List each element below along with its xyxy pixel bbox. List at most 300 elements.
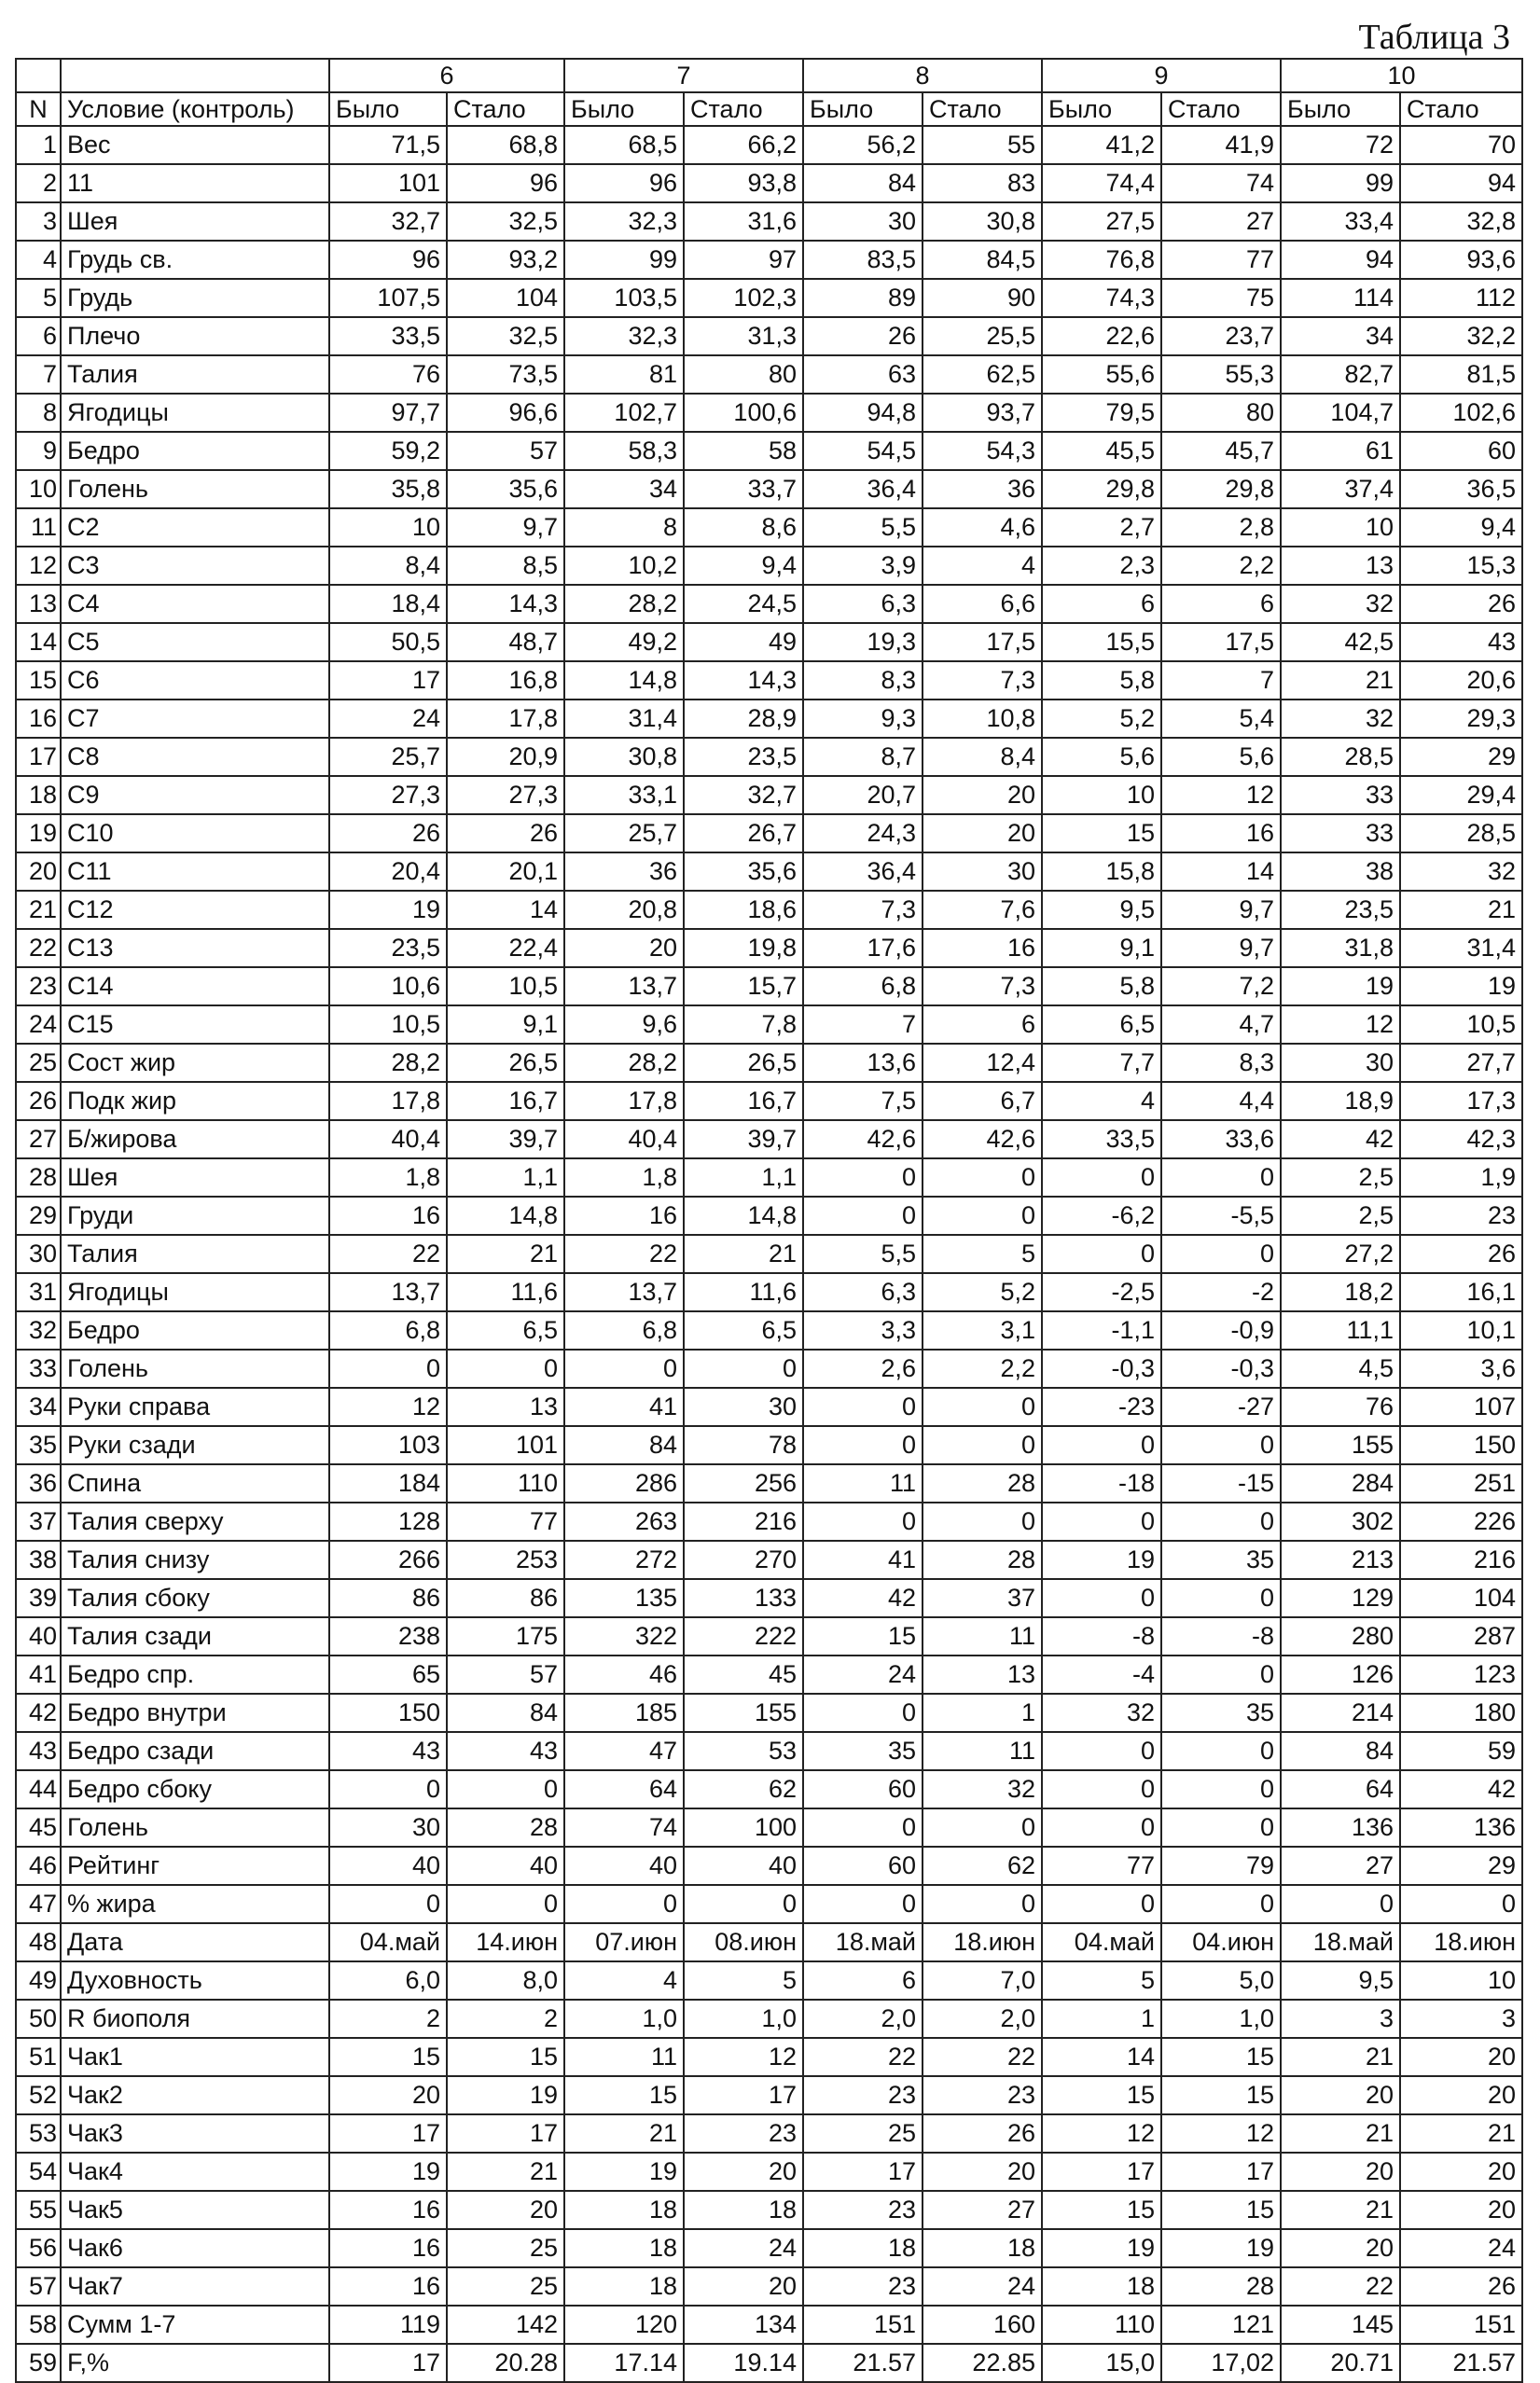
after-value-cell: 17,8 [447, 700, 564, 738]
after-value-cell: 62 [684, 1770, 803, 1808]
before-value-cell: 20 [329, 2076, 447, 2114]
after-value-cell: 20,1 [447, 852, 564, 891]
before-value-cell: 37,4 [1281, 470, 1400, 508]
before-value-cell: 27,2 [1281, 1235, 1400, 1273]
before-value-cell: 20 [1281, 2153, 1400, 2191]
after-value-cell: 136 [1400, 1808, 1522, 1847]
after-value-cell: 17,5 [1161, 623, 1281, 661]
after-value-cell: 93,8 [684, 164, 803, 202]
after-value-cell: 27 [1161, 202, 1281, 241]
after-value-cell: 33,7 [684, 470, 803, 508]
after-value-cell: 2,2 [923, 1350, 1042, 1388]
after-value-cell: 28,9 [684, 700, 803, 738]
before-value-cell: 103 [329, 1426, 447, 1464]
after-value-cell: 3 [1400, 2000, 1522, 2038]
after-value-cell: 123 [1400, 1656, 1522, 1694]
after-value-cell: 0 [447, 1885, 564, 1923]
before-value-cell: 10,2 [564, 547, 684, 585]
before-value-cell: 76 [329, 355, 447, 394]
after-value-cell: 35 [1161, 1541, 1281, 1579]
before-value-cell: 8,3 [803, 661, 923, 700]
after-value-cell: 4 [923, 547, 1042, 585]
before-value-cell: 0 [803, 1197, 923, 1235]
table-row [16, 2114, 1522, 2153]
after-value-cell: 16,8 [447, 661, 564, 700]
table-row [16, 1961, 1522, 2000]
before-value-cell: -4 [1042, 1656, 1161, 1694]
before-value-cell: 6,3 [803, 585, 923, 623]
after-value-cell: 14,3 [684, 661, 803, 700]
before-value-cell: 21.57 [803, 2344, 923, 2382]
after-value-cell: 77 [447, 1503, 564, 1541]
before-value-cell: 18 [1042, 2267, 1161, 2306]
after-value-cell: 0 [923, 1503, 1042, 1541]
row-number: 44 [16, 1770, 61, 1808]
before-value-cell: 22 [803, 2038, 923, 2076]
before-value-cell: 3,9 [803, 547, 923, 585]
before-value-cell: 155 [1281, 1426, 1400, 1464]
after-value-cell: 150 [1400, 1426, 1522, 1464]
after-value-cell: 20 [923, 2153, 1042, 2191]
row-number: 43 [16, 1732, 61, 1770]
before-value-cell: 0 [803, 1426, 923, 1464]
row-number: 57 [16, 2267, 61, 2306]
before-value-cell: 185 [564, 1694, 684, 1732]
after-value-cell: 101 [447, 1426, 564, 1464]
before-value-cell: 17 [329, 661, 447, 700]
before-value-cell: 4 [1042, 1082, 1161, 1120]
after-value-cell: 26 [1400, 2267, 1522, 2306]
before-value-cell: 55,6 [1042, 355, 1161, 394]
table-row [16, 1541, 1522, 1579]
before-value-cell: 33,1 [564, 776, 684, 814]
before-value-cell: 23,5 [329, 929, 447, 967]
before-value-cell: 42,6 [803, 1120, 923, 1158]
before-value-cell: 17 [329, 2114, 447, 2153]
before-value-cell: -23 [1042, 1388, 1161, 1426]
before-value-cell: 18 [564, 2191, 684, 2229]
row-condition: Талия [61, 1235, 329, 1273]
table-row [16, 1923, 1522, 1961]
after-value-cell: 8,5 [447, 547, 564, 585]
after-value-cell: 12 [1161, 776, 1281, 814]
before-value-cell: 19 [1281, 967, 1400, 1005]
row-condition: С13 [61, 929, 329, 967]
after-value-cell: 23,7 [1161, 317, 1281, 355]
before-value-cell: 61 [1281, 432, 1400, 470]
before-value-cell: 32 [1281, 700, 1400, 738]
before-value-cell: 184 [329, 1464, 447, 1503]
before-value-cell: 263 [564, 1503, 684, 1541]
before-value-cell: 17 [329, 2344, 447, 2382]
before-value-cell: 23 [803, 2191, 923, 2229]
before-value-cell: 19 [329, 2153, 447, 2191]
row-number: 48 [16, 1923, 61, 1961]
before-value-cell: 71,5 [329, 126, 447, 164]
before-value-cell: 07.июн [564, 1923, 684, 1961]
before-value-cell: 0 [803, 1694, 923, 1732]
before-value-cell: 40,4 [564, 1120, 684, 1158]
before-value-cell: 83,5 [803, 241, 923, 279]
row-condition: Вес [61, 126, 329, 164]
after-value-cell: 8,6 [684, 508, 803, 547]
before-value-cell: 110 [1042, 2306, 1161, 2344]
after-value-cell: 18 [923, 2229, 1042, 2267]
table-row [16, 585, 1522, 623]
table-row [16, 1656, 1522, 1694]
row-condition: Бедро спр. [61, 1656, 329, 1694]
after-header: Стало [1400, 92, 1522, 126]
table-row [16, 1808, 1522, 1847]
before-value-cell: 32 [1042, 1694, 1161, 1732]
before-value-cell: 0 [803, 1808, 923, 1847]
after-value-cell: 3,1 [923, 1311, 1042, 1350]
table-row [16, 814, 1522, 852]
table-row [16, 2000, 1522, 2038]
after-value-cell: 20 [684, 2153, 803, 2191]
after-value-cell: 20.28 [447, 2344, 564, 2382]
before-header: Было [803, 92, 923, 126]
after-value-cell: 104 [1400, 1579, 1522, 1617]
before-value-cell: 42 [1281, 1120, 1400, 1158]
before-value-cell: 20 [564, 929, 684, 967]
row-number: 15 [16, 661, 61, 700]
after-value-cell: 8,4 [923, 738, 1042, 776]
after-value-cell: 20 [1400, 2038, 1522, 2076]
before-value-cell: 3 [1281, 2000, 1400, 2038]
after-value-cell: 16 [923, 929, 1042, 967]
row-number: 7 [16, 355, 61, 394]
after-value-cell: 22,4 [447, 929, 564, 967]
before-value-cell: 10 [329, 508, 447, 547]
after-value-cell: 19 [1400, 967, 1522, 1005]
after-value-cell: 81,5 [1400, 355, 1522, 394]
after-value-cell: 5,2 [923, 1273, 1042, 1311]
after-value-cell: 75 [1161, 279, 1281, 317]
after-value-cell: 37 [923, 1579, 1042, 1617]
after-value-cell: 21 [684, 1235, 803, 1273]
after-value-cell: 21 [1400, 891, 1522, 929]
before-value-cell: 18,4 [329, 585, 447, 623]
row-condition: Ягодицы [61, 1273, 329, 1311]
after-value-cell: 68,8 [447, 126, 564, 164]
table-row [16, 623, 1522, 661]
after-value-cell: 0 [1161, 1885, 1281, 1923]
before-value-cell: 65 [329, 1656, 447, 1694]
after-value-cell: 9,4 [684, 547, 803, 585]
table-row [16, 1235, 1522, 1273]
after-value-cell: 6,7 [923, 1082, 1042, 1120]
before-value-cell: 28,2 [329, 1044, 447, 1082]
before-value-cell: 50,5 [329, 623, 447, 661]
after-value-cell: 14 [447, 891, 564, 929]
after-value-cell: 28,5 [1400, 814, 1522, 852]
row-number: 27 [16, 1120, 61, 1158]
after-value-cell: 1,1 [447, 1158, 564, 1197]
after-value-cell: 0 [923, 1808, 1042, 1847]
row-condition: Бедро [61, 432, 329, 470]
row-number: 34 [16, 1388, 61, 1426]
before-value-cell: 26 [329, 814, 447, 852]
before-value-cell: 43 [329, 1732, 447, 1770]
before-value-cell: 150 [329, 1694, 447, 1732]
after-value-cell: 79 [1161, 1847, 1281, 1885]
after-value-cell: 12,4 [923, 1044, 1042, 1082]
after-value-cell: 25 [447, 2267, 564, 2306]
before-value-cell: 24,3 [803, 814, 923, 852]
before-value-cell: 0 [1042, 1770, 1161, 1808]
before-value-cell: -2,5 [1042, 1273, 1161, 1311]
after-value-cell: 62,5 [923, 355, 1042, 394]
after-value-cell: 100 [684, 1808, 803, 1847]
after-value-cell: 151 [1400, 2306, 1522, 2344]
row-condition: Чак7 [61, 2267, 329, 2306]
before-value-cell: 74,4 [1042, 164, 1161, 202]
after-value-cell: 21.57 [1400, 2344, 1522, 2382]
before-value-cell: 5,5 [803, 508, 923, 547]
before-value-cell: 04.май [1042, 1923, 1161, 1961]
after-value-cell: 110 [447, 1464, 564, 1503]
after-value-cell: 20 [923, 814, 1042, 852]
before-value-cell: 120 [564, 2306, 684, 2344]
before-value-cell: 30,8 [564, 738, 684, 776]
row-condition: С7 [61, 700, 329, 738]
group-header: 10 [1281, 59, 1522, 92]
after-value-cell: 08.июн [684, 1923, 803, 1961]
after-value-cell: 8,3 [1161, 1044, 1281, 1082]
before-value-cell: 34 [564, 470, 684, 508]
after-value-cell: 1,0 [1161, 2000, 1281, 2038]
after-value-cell: 7,3 [923, 967, 1042, 1005]
n-column-header: N [16, 92, 61, 126]
after-value-cell: 54,3 [923, 432, 1042, 470]
after-value-cell: 1,1 [684, 1158, 803, 1197]
row-number: 23 [16, 967, 61, 1005]
row-condition: % жира [61, 1885, 329, 1923]
after-value-cell: 32 [1400, 852, 1522, 891]
before-value-cell: 49,2 [564, 623, 684, 661]
after-value-cell: 31,6 [684, 202, 803, 241]
table-row [16, 1770, 1522, 1808]
row-number: 32 [16, 1311, 61, 1350]
before-value-cell: 22 [1281, 2267, 1400, 2306]
after-value-cell: 0 [1400, 1885, 1522, 1923]
after-value-cell: 6,5 [447, 1311, 564, 1350]
before-value-cell: 58,3 [564, 432, 684, 470]
row-number: 54 [16, 2153, 61, 2191]
before-value-cell: 6 [803, 1961, 923, 2000]
before-value-cell: 0 [564, 1885, 684, 1923]
after-value-cell: 5 [923, 1235, 1042, 1273]
before-value-cell: 27 [1281, 1847, 1400, 1885]
before-value-cell: 101 [329, 164, 447, 202]
after-value-cell: 83 [923, 164, 1042, 202]
row-number: 39 [16, 1579, 61, 1617]
before-value-cell: -1,1 [1042, 1311, 1161, 1350]
after-value-cell: 19 [1161, 2229, 1281, 2267]
after-value-cell: 6 [1161, 585, 1281, 623]
after-value-cell: 24 [1400, 2229, 1522, 2267]
before-value-cell: 60 [803, 1847, 923, 1885]
after-value-cell: 17,5 [923, 623, 1042, 661]
after-value-cell: -27 [1161, 1388, 1281, 1426]
after-value-cell: 29 [1400, 738, 1522, 776]
table-row [16, 738, 1522, 776]
table-row [16, 2076, 1522, 2114]
table-row [16, 776, 1522, 814]
after-value-cell: 1,9 [1400, 1158, 1522, 1197]
after-value-cell: 26,7 [684, 814, 803, 852]
before-value-cell: 7,7 [1042, 1044, 1161, 1082]
before-value-cell: 84 [564, 1426, 684, 1464]
before-value-cell: 30 [329, 1808, 447, 1847]
row-condition: Шея [61, 202, 329, 241]
after-value-cell: 93,2 [447, 241, 564, 279]
before-header: Было [329, 92, 447, 126]
after-value-cell: 5,4 [1161, 700, 1281, 738]
after-value-cell: 93,7 [923, 394, 1042, 432]
after-value-cell: 17,02 [1161, 2344, 1281, 2382]
before-value-cell: 23 [803, 2076, 923, 2114]
before-value-cell: 0 [329, 1350, 447, 1388]
after-value-cell: 0 [923, 1885, 1042, 1923]
row-condition: 11 [61, 164, 329, 202]
after-value-cell: 29,4 [1400, 776, 1522, 814]
row-number: 55 [16, 2191, 61, 2229]
row-condition: Чак6 [61, 2229, 329, 2267]
after-value-cell: 14 [1161, 852, 1281, 891]
after-value-cell: 4,6 [923, 508, 1042, 547]
before-value-cell: 16 [329, 1197, 447, 1235]
after-value-cell: 102,3 [684, 279, 803, 317]
row-condition: С11 [61, 852, 329, 891]
after-value-cell: 20 [684, 2267, 803, 2306]
before-value-cell: 36 [564, 852, 684, 891]
row-number: 38 [16, 1541, 61, 1579]
before-value-cell: 5,2 [1042, 700, 1161, 738]
before-value-cell: 16 [564, 1197, 684, 1235]
before-value-cell: 21 [1281, 2191, 1400, 2229]
row-number: 50 [16, 2000, 61, 2038]
after-value-cell: 15,7 [684, 967, 803, 1005]
before-value-cell: 9,5 [1281, 1961, 1400, 2000]
after-header: Стало [1161, 92, 1281, 126]
before-value-cell: 13 [1281, 547, 1400, 585]
after-value-cell: 287 [1400, 1617, 1522, 1656]
after-value-cell: 0 [684, 1885, 803, 1923]
before-value-cell: 25,7 [329, 738, 447, 776]
after-value-cell: 222 [684, 1617, 803, 1656]
before-value-cell: 59,2 [329, 432, 447, 470]
table-row [16, 1197, 1522, 1235]
after-value-cell: 22.85 [923, 2344, 1042, 2382]
after-value-cell: 7,8 [684, 1005, 803, 1044]
before-value-cell: 0 [564, 1350, 684, 1388]
after-value-cell: 42 [1400, 1770, 1522, 1808]
after-value-cell: 78 [684, 1426, 803, 1464]
table-row [16, 1847, 1522, 1885]
before-value-cell: 94 [1281, 241, 1400, 279]
row-condition: Бедро внутри [61, 1694, 329, 1732]
after-value-cell: 48,7 [447, 623, 564, 661]
before-value-cell: -0,3 [1042, 1350, 1161, 1388]
before-value-cell: 10 [1281, 508, 1400, 547]
after-value-cell: 4,4 [1161, 1082, 1281, 1120]
after-value-cell: 14,8 [684, 1197, 803, 1235]
after-value-cell: 80 [684, 355, 803, 394]
before-value-cell: 24 [803, 1656, 923, 1694]
after-value-cell: 0 [923, 1388, 1042, 1426]
after-value-cell: 32,2 [1400, 317, 1522, 355]
after-value-cell: 55,3 [1161, 355, 1281, 394]
before-value-cell: 33,4 [1281, 202, 1400, 241]
before-value-cell: 7,5 [803, 1082, 923, 1120]
row-number: 25 [16, 1044, 61, 1082]
table-row [16, 1388, 1522, 1426]
table-row [16, 1503, 1522, 1541]
after-value-cell: 30 [684, 1388, 803, 1426]
before-value-cell: 21 [1281, 2114, 1400, 2153]
row-condition: Ягодицы [61, 394, 329, 432]
table-row [16, 967, 1522, 1005]
after-value-cell: 0 [1161, 1579, 1281, 1617]
before-value-cell: 68,5 [564, 126, 684, 164]
after-value-cell: 39,7 [447, 1120, 564, 1158]
before-value-cell: 15,5 [1042, 623, 1161, 661]
table-row [16, 1044, 1522, 1082]
after-value-cell: 160 [923, 2306, 1042, 2344]
after-value-cell: 251 [1400, 1464, 1522, 1503]
row-number: 40 [16, 1617, 61, 1656]
after-value-cell: 10,5 [1400, 1005, 1522, 1044]
header-empty-n [16, 59, 61, 92]
row-number: 30 [16, 1235, 61, 1273]
row-number: 47 [16, 1885, 61, 1923]
before-value-cell: 128 [329, 1503, 447, 1541]
after-value-cell: 14.июн [447, 1923, 564, 1961]
before-value-cell: 136 [1281, 1808, 1400, 1847]
row-condition: Талия сзади [61, 1617, 329, 1656]
after-value-cell: 20 [923, 776, 1042, 814]
table-row [16, 1273, 1522, 1311]
row-number: 12 [16, 547, 61, 585]
after-value-cell: 32,5 [447, 202, 564, 241]
before-value-cell: 94,8 [803, 394, 923, 432]
after-value-cell: -8 [1161, 1617, 1281, 1656]
before-value-cell: 13,7 [564, 967, 684, 1005]
after-value-cell: 29,3 [1400, 700, 1522, 738]
row-condition: Дата [61, 1923, 329, 1961]
after-header: Стало [923, 92, 1042, 126]
before-header: Было [564, 92, 684, 126]
before-value-cell: 30 [803, 202, 923, 241]
before-value-cell: 33 [1281, 776, 1400, 814]
before-value-cell: 22 [329, 1235, 447, 1273]
after-value-cell: 15 [1161, 2076, 1281, 2114]
before-value-cell: 17.14 [564, 2344, 684, 2382]
before-value-cell: 1 [1042, 2000, 1161, 2038]
after-value-cell: 32,5 [447, 317, 564, 355]
after-header: Стало [447, 92, 564, 126]
table-row [16, 1311, 1522, 1350]
after-value-cell: 23 [1400, 1197, 1522, 1235]
before-value-cell: 74,3 [1042, 279, 1161, 317]
row-number: 31 [16, 1273, 61, 1311]
before-value-cell: 280 [1281, 1617, 1400, 1656]
group-header: 8 [803, 59, 1042, 92]
before-value-cell: 11,1 [1281, 1311, 1400, 1350]
before-value-cell: 14 [1042, 2038, 1161, 2076]
